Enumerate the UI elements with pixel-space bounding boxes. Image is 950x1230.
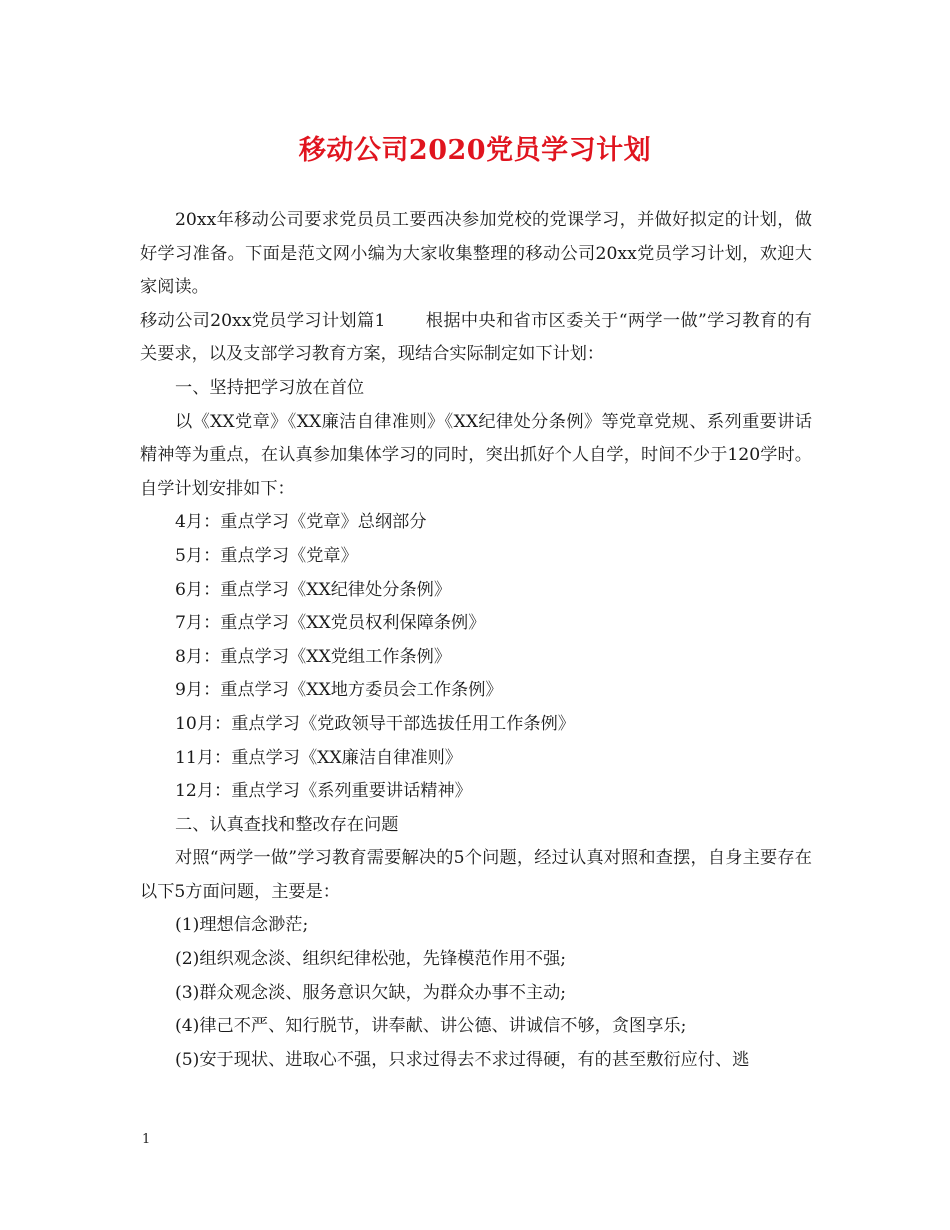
problem-item: (4)律己不严、知行脱节，讲奉献、讲公德、讲诚信不够，贪图享乐; [175,1016,687,1037]
problem-item: (1)理想信念渺茫; [175,915,309,936]
section-two-body: 对照“两学一做”学习教育需要解决的5个问题，经过认真对照和查摆，自身主要存在以下5方面问题，主要是： [140,848,812,902]
article-heading: 移动公司20xx党员学习计划篇1 [140,310,386,331]
schedule-item: 7月：重点学习《XX党员权利保障条例》 [175,613,486,634]
problem-item: (2)组织观念淡、组织纪律松弛，先锋模范作用不强; [175,949,567,970]
section-one-body: 以《XX党章》《XX廉洁自律准则》《XX纪律处分条例》等党章党规、系列重要讲话精神等为重点，在认真参加集体学习的同时，突出抓好个人自学，时间不少于120学时。自学计划安排如下： [140,411,812,499]
schedule-item: 10月：重点学习《党政领导干部选拔任用工作条例》 [175,713,575,734]
article-opening-text: 根据中央和省市区委关于“两学一做”学习教育的有关要求，以及支部学习教育方案，现结合实际制定如下计划： [140,310,812,365]
schedule-item: 11月：重点学习《XX廉洁自律准则》 [175,747,462,768]
problem-item: (5)安于现状、进取心不强，只求过得去不求过得硬，有的甚至敷衍应付、逃 [175,1049,750,1070]
schedule-item: 4月：重点学习《党章》总纲部分 [175,512,427,533]
article-opening-paragraph [140,305,812,372]
schedule-item: 8月：重点学习《XX党组工作条例》 [175,646,452,667]
schedule-item: 6月：重点学习《XX纪律处分条例》 [175,579,452,600]
document-body [140,204,812,1077]
document-title: 移动公司2020党员学习计划 [298,135,652,166]
problem-item: (3)群众观念淡、服务意识欠缺，为群众办事不主动; [175,982,567,1003]
schedule-item: 9月：重点学习《XX地方委员会工作条例》 [175,680,503,701]
schedule-item: 5月：重点学习《党章》 [175,545,358,566]
section-one-heading: 一、坚持把学习放在首位 [175,377,365,398]
intro-paragraph: 20xx年移动公司要求党员员工要西决参加党校的党课学习，并做好拟定的计划，做好学习准备。下面是范文网小编为大家收集整理的移动公司20xx党员学习计划，欢迎大家阅读。 [140,210,812,298]
schedule-item: 12月：重点学习《系列重要讲话精神》 [175,781,472,802]
section-two-heading: 二、认真查找和整改存在问题 [175,814,399,835]
page-number: 1 [142,1132,151,1147]
